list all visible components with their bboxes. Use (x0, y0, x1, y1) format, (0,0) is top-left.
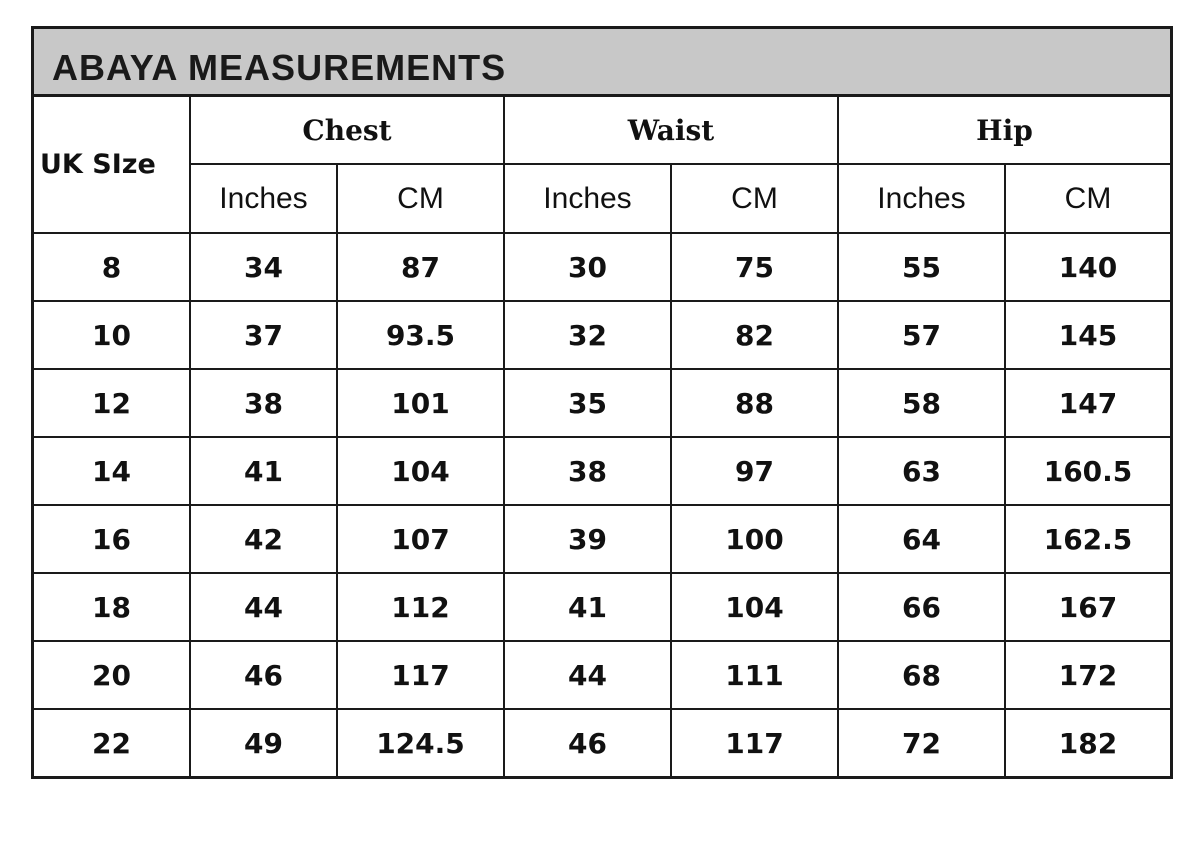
hip-cm-cell: 147 (1005, 369, 1170, 437)
size-cell: 16 (34, 505, 190, 573)
waist-inches-cell: 30 (504, 233, 671, 301)
size-cell: 22 (34, 709, 190, 776)
waist-cm-cell: 88 (671, 369, 838, 437)
table-row (34, 437, 1170, 505)
hip-inches-cell: 72 (838, 709, 1005, 776)
chest-inches-cell: 44 (190, 573, 337, 641)
size-chart (31, 26, 1173, 779)
chest-inches-cell: 46 (190, 641, 337, 709)
unit-header-row (34, 164, 1170, 233)
table-row (34, 301, 1170, 369)
hip-cm-cell: 172 (1005, 641, 1170, 709)
page-title: ABAYA MEASUREMENTS (52, 47, 507, 88)
waist-cm-cell: 111 (671, 641, 838, 709)
hip-cm-cell: 182 (1005, 709, 1170, 776)
chest-cm-cell: 112 (337, 573, 504, 641)
hip-inches-cell: 63 (838, 437, 1005, 505)
uk-size-header: UK SIze (34, 97, 190, 233)
hip-cm-cell: 167 (1005, 573, 1170, 641)
size-cell: 10 (34, 301, 190, 369)
hip-cm-cell: 140 (1005, 233, 1170, 301)
table-row (34, 573, 1170, 641)
waist-cm-cell: 82 (671, 301, 838, 369)
chest-inches-cell: 41 (190, 437, 337, 505)
table-row (34, 641, 1170, 709)
hip-inches-cell: 57 (838, 301, 1005, 369)
waist-cm-cell: 104 (671, 573, 838, 641)
chest-cm-cell: 87 (337, 233, 504, 301)
hip-inches-cell: 64 (838, 505, 1005, 573)
hip-cm-cell: 160.5 (1005, 437, 1170, 505)
chest-cm-cell: 93.5 (337, 301, 504, 369)
size-cell: 8 (34, 233, 190, 301)
waist-inches-header: Inches (504, 164, 671, 233)
waist-inches-cell: 39 (504, 505, 671, 573)
chest-inches-cell: 37 (190, 301, 337, 369)
waist-inches-cell: 41 (504, 573, 671, 641)
waist-inches-cell: 38 (504, 437, 671, 505)
chest-cm-cell: 107 (337, 505, 504, 573)
chest-inches-cell: 42 (190, 505, 337, 573)
hip-inches-cell: 66 (838, 573, 1005, 641)
hip-inches-header: Inches (838, 164, 1005, 233)
chest-cm-cell: 101 (337, 369, 504, 437)
waist-cm-cell: 117 (671, 709, 838, 776)
hip-cm-cell: 145 (1005, 301, 1170, 369)
waist-cm-cell: 100 (671, 505, 838, 573)
chest-cm-cell: 104 (337, 437, 504, 505)
table-row (34, 233, 1170, 301)
size-cell: 18 (34, 573, 190, 641)
chest-cm-header: CM (337, 164, 504, 233)
table-row (34, 505, 1170, 573)
chest-cm-cell: 117 (337, 641, 504, 709)
waist-inches-cell: 32 (504, 301, 671, 369)
size-cell: 14 (34, 437, 190, 505)
size-cell: 20 (34, 641, 190, 709)
hip-inches-cell: 55 (838, 233, 1005, 301)
title-banner (34, 29, 1170, 97)
group-header-row (34, 97, 1170, 164)
hip-cm-header: CM (1005, 164, 1170, 233)
waist-inches-cell: 35 (504, 369, 671, 437)
waist-cm-header: CM (671, 164, 838, 233)
hip-cm-cell: 162.5 (1005, 505, 1170, 573)
table-row (34, 709, 1170, 776)
measurements-table (34, 97, 1170, 776)
chest-inches-header: Inches (190, 164, 337, 233)
waist-cm-cell: 75 (671, 233, 838, 301)
waist-inches-cell: 44 (504, 641, 671, 709)
size-cell: 12 (34, 369, 190, 437)
chest-inches-cell: 49 (190, 709, 337, 776)
chest-header: Chest (190, 97, 504, 164)
table-row (34, 369, 1170, 437)
chest-cm-cell: 124.5 (337, 709, 504, 776)
hip-inches-cell: 58 (838, 369, 1005, 437)
waist-inches-cell: 46 (504, 709, 671, 776)
waist-header: Waist (504, 97, 838, 164)
waist-cm-cell: 97 (671, 437, 838, 505)
chest-inches-cell: 34 (190, 233, 337, 301)
hip-header: Hip (838, 97, 1170, 164)
hip-inches-cell: 68 (838, 641, 1005, 709)
chest-inches-cell: 38 (190, 369, 337, 437)
